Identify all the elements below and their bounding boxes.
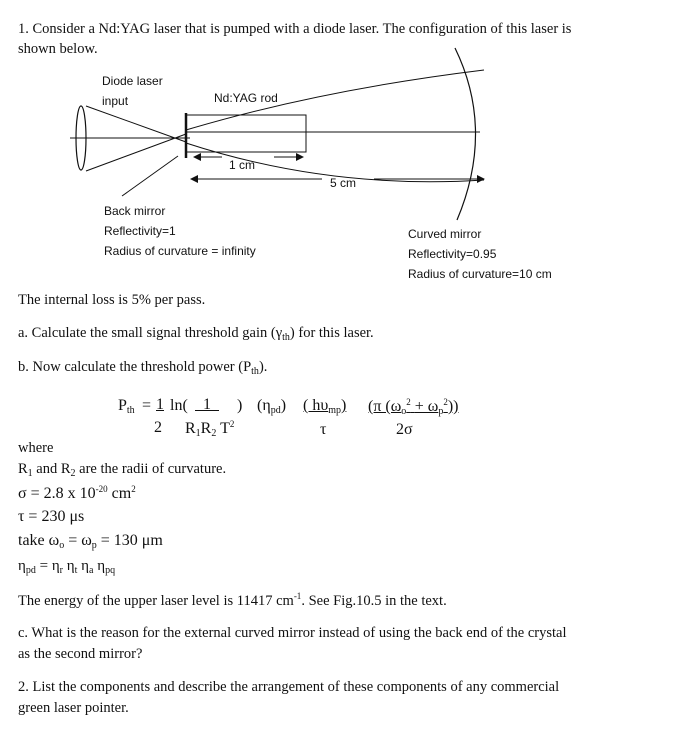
diode-input-label: input xyxy=(102,94,129,108)
part-a: a. Calculate the small signal threshold gain $(\gamma_{th})$ for this laser. xyxy=(18,325,374,343)
dim-1cm-label: 1 cm xyxy=(229,158,256,172)
rod-label: Nd:YAG rod xyxy=(214,91,278,105)
radii-definition: $R_1$ and $R_2$ are the radii of curvature. xyxy=(18,461,227,479)
part-b: b. Now calculate the threshold power $(P_{th})$. xyxy=(18,359,268,377)
pump-beam-upper xyxy=(86,106,186,142)
curved-mirror-reflectivity: Reflectivity=0.95 xyxy=(408,247,497,261)
question-2-line-2: green laser pointer. xyxy=(18,700,129,716)
back-mirror-leader xyxy=(122,156,178,196)
internal-loss: The internal loss is 5% per pass. xyxy=(18,292,206,308)
laser-configuration-diagram xyxy=(0,0,683,300)
diode-laser-label: Diode laser xyxy=(102,74,163,88)
nd-yag-rod xyxy=(186,115,306,152)
dim-5cm-label: 5 cm xyxy=(330,176,357,190)
curved-mirror-radius: Radius of curvature=10 cm xyxy=(408,267,552,281)
back-mirror-title: Back mirror xyxy=(104,204,166,218)
back-mirror-radius: Radius of curvature = infinity xyxy=(104,244,256,258)
eta-definition: $\eta_{pd} = \eta_r$ $\eta_t$ $\eta_a$ $\eta_{pq}$ xyxy=(18,558,116,576)
sigma-value: σ = 2.8 x $10^{-20}$ $cm^2$ xyxy=(18,484,136,502)
where-label: where xyxy=(18,440,54,456)
question-1-line-1: 1. Consider a Nd:YAG laser that is pumped with a diode laser. The configuration of this laser is xyxy=(18,21,572,37)
tau-value: τ = 230 μs xyxy=(18,508,85,525)
pump-beam-lower xyxy=(86,134,186,171)
back-mirror-reflectivity: Reflectivity=1 xyxy=(104,224,176,238)
omega-value: take $\omega_o = \omega_p = 130$ μm xyxy=(18,532,163,551)
curved-mirror-title: Curved mirror xyxy=(408,227,482,241)
upper-level-energy: The energy of the upper laser level is 11417 $cm^{-1}$. See Fig.10.5 in the text. xyxy=(18,591,447,609)
question-2-line-1: 2. List the components and describe the arrangement of these components of any commercial xyxy=(18,679,560,695)
part-c-line-2: as the second mirror? xyxy=(18,646,143,662)
question-1-line-2: shown below. xyxy=(18,41,98,57)
part-c-line-1: c. What is the reason for the external curved mirror instead of using the back end of the crystal xyxy=(18,625,567,641)
